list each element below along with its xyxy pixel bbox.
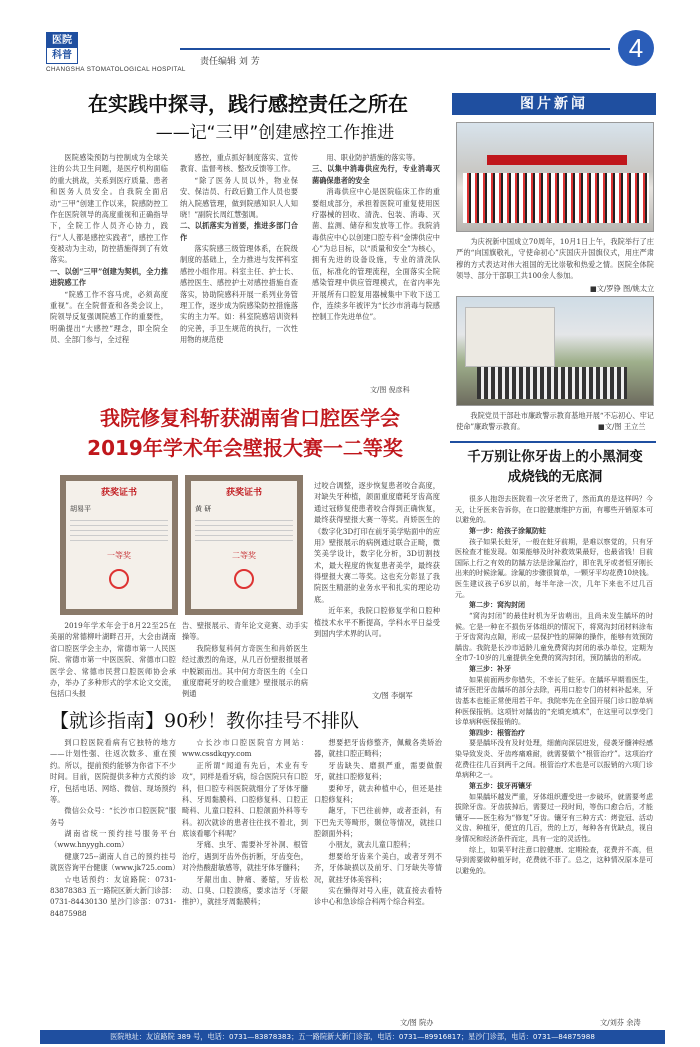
news-byline-1: ■文/罗铮 图/姚太立 <box>590 284 655 293</box>
paragraph: 小朋友，就去儿童口腔科； <box>328 840 415 850</box>
article2-col-c <box>314 480 440 680</box>
paragraph: 如果龋坏越发严重，牙体组织遭受进一步破坏，就需要考虑拔除牙齿。牙齿拔掉后，需要过一段时间，等伤口愈合后，才能镶牙——医生称为“修复”牙齿。镶牙有三种方式：烤瓷冠、活动义齿、种植牙，便宜的几百，贵的上万，每种各有优缺点，视自身情况和经济条件而定，具有一定的灵活性。 <box>455 792 653 843</box>
group <box>477 367 627 399</box>
paragraph: 微信公众号：“长沙市口腔医院”服务号 <box>50 806 176 827</box>
section-heading: 第一步：给孩子涂氟防蛀 <box>469 525 546 535</box>
paragraph: 落实院感三级管理体系，在院级制度的基础上，全力推进与发挥科室感控小组作用。科室主任、护士长、感控医生、感控护士对感控措施自查落实，协助院感科开展一系列业务管理工作，逐步成为院感染防控措施落实的主力军。如：科室院感培训资料的完善，手卫生规范的执行，一次性用物的规范使 <box>180 244 298 344</box>
cert-lines <box>195 520 293 542</box>
paragraph: “窝沟封闭”的最佳时机为牙齿萌出，且尚未发生龋坏的时候。它是一种在不损伤牙体组织的情况下，将窝沟封闭材料涂布于牙齿窝沟点隙，形成一层保护性的屏障的操作，能够有效预防龋齿。我院是长沙市适龄儿童免费窝沟封闭的承办单位，定期为全市7-10岁的儿童提供全免费的窝沟封闭，预防龋齿的形成。 <box>455 611 653 663</box>
paragraph: 2019年学术年会于8月22至25在美丽的常德柳叶湖畔召开，大会由湖南省口腔医学会主办，常德市第一人民医院、常德市第一中医医院、常德市口腔医学会、常德市民营口腔医师协会承办，举办了多种形式的学术论文交流，包括口头报 <box>50 621 176 699</box>
article1-byline: 文/图 倪彦科 <box>370 386 410 394</box>
cert-name: 胡易平 <box>70 505 91 513</box>
news-byline-2: ■文/图 王立兰 <box>598 422 646 431</box>
crowd <box>463 173 649 223</box>
paragraph: ☆长沙市口腔医院官方网站：www.cssdkqyy.com <box>182 738 308 759</box>
paragraph: 要种牙，就去种植中心，但还是挂口腔修复科； <box>314 783 442 804</box>
paragraph: 医院感染预防与控制成为全球关注的公共卫生问题，是医疗机构面临的重大挑战，关系到医疗质量、患者和医务人员安全。自我院全面启动“三甲”创建工作以来，院感防控工作在医院领导的高度重视和正确指导下，全院工作人员齐心协力，践行“人人都是感控实践者”，感控工作变被动为主动，防控措施得到了有效落实。 <box>50 153 168 265</box>
paragraph: 要是龋坏没有及时处理，细菌向深层进发，侵袭牙髓神经感染导致发炎、牙齿疼痛难耐，就需要做个“根管治疗”。这项治疗花费往往几百到两千之间。根管治疗术也是可以报销的六项门诊单病种之一。 <box>455 739 653 780</box>
banner <box>487 155 627 165</box>
paragraph: 近年来，我院口腔修复学和口腔种植技术水平不断提高，学科水平日益受到国内学术界的认可。 <box>314 606 440 638</box>
certificate-1 <box>60 475 178 615</box>
section-heading: 三、以集中消毒供应先行，专业消毒灭菌确保患者的安全 <box>312 164 440 185</box>
header-rule <box>180 48 610 50</box>
paragraph: 龅牙，下巴往前伸，或者歪斜，有下巴先天等畸形，颞位等情况，就挂口腔颌面外科； <box>314 806 442 838</box>
paragraph: 用、职业防护措施的落实等。 <box>326 153 420 162</box>
article4-title: 【就诊指南】90秒！教你挂号不排队 <box>50 710 360 732</box>
paragraph: 健康725--湖南人自己的预约挂号就医咨询平台健康（www.jk725.com） <box>50 851 180 873</box>
article2-title-line1: 我院修复科斩获湖南省口腔医学会 <box>100 406 400 430</box>
article1-subtitle: ——记“三甲”创建感控工作推进 <box>155 123 395 143</box>
article2-title-line2: 2019年学术年会壁报大赛一二等奖 <box>87 436 403 460</box>
paragraph: 到口腔医院看病有它独特的地方——计划性强、往返次数多、重在预约。所以，提前预约能够为你省下不少时间。目前，医院提供多种方式预约诊疗，包括电话、网络、微信、现场预约等。 <box>50 738 176 804</box>
paragraph: 实在懒得对号入座，就直接去看特诊中心和急诊综合科两个综合科室。 <box>314 885 442 907</box>
cert-name: 黄 研 <box>195 505 212 513</box>
cert-title: 获奖证书 <box>225 488 262 498</box>
paragraph: 牙齿缺失、磨损严重，需要做假牙，就挂口腔修复科； <box>314 760 442 782</box>
news-caption-2: 我院党员干部赴市廉政警示教育基地开展“不忘初心、牢记使命”廉政警示教育。 <box>456 411 654 432</box>
section-heading: 二、以抓落实为首要，推进多部门合作 <box>180 221 298 242</box>
logo-bottom: 科普 <box>47 48 77 63</box>
paragraph: 感控，重点抓好制度落实、宣传教育、监督考核、整改反馈等工作。 <box>180 153 298 174</box>
paragraph: 很多人抱怨去医院看一次牙老贵了，然而真的是这样吗？今天，让牙医来告诉你，在口腔健康维护方面，有哪些开销原本可以避免的。 <box>455 495 653 525</box>
paragraph: 想要给牙齿来个美白，或者牙列不齐，牙体缺损以及前牙、门牙缺失等情况，就挂牙体美容科； <box>314 851 442 884</box>
paragraph: 想要把牙齿修整齐，佩戴各类矫治器，就挂口腔正畸科； <box>314 738 442 759</box>
article1-col3 <box>312 152 440 387</box>
section-heading: 一、以创“三甲”创建为契机，全力推进院感工作 <box>50 266 168 288</box>
paragraph: “除了医务人员以外，物业保安、保洁员、行政后勤工作人员也要纳入院感管理，做到院感知识人人知晓！”副院长周红慧强调。 <box>180 175 298 219</box>
article1-col1 <box>50 152 168 387</box>
paragraph: 消毒供应中心是医院临床工作的重要组成部分，承担着医院可重复使用医疗器械的回收、清洗、包装、消毒、灭菌、监测、储存和发放等工作。我院消毒供应中心以创建口腔专科“金牌供应中心”为总目标，以“质量和安全”为核心，拥有先进的设备设施，专业的清洗队伍，标准化的管理流程，全面落实全院感染管理中供应管理模式，在省内率先开展所有口腔复用器械集中下收下送工作，连续多年被评为“长沙市消毒与院感控制工作先进单位”。 <box>312 187 440 322</box>
certificate-2 <box>185 475 303 615</box>
page-number-badge <box>618 30 654 66</box>
section-heading: 第二步：窝沟封闭 <box>469 600 525 610</box>
article4-col3 <box>314 737 442 1017</box>
cert-award: 一等奖 <box>107 551 131 560</box>
page-number: 4 <box>628 33 644 63</box>
article3-title: 千万别让你牙齿上的小黑洞变成烧钱的无底洞 <box>467 449 643 485</box>
paragraph: 告、壁报展示、青年论文竞赛、动手实操等。 <box>182 621 308 642</box>
flag-ceremony-photo <box>456 122 654 232</box>
article2-col-b <box>182 620 308 699</box>
article2-byline: 文/图 李炯军 <box>372 691 413 700</box>
paragraph: 湖南省统一预约挂号服务平台（www.hnyygh.com） <box>50 829 176 850</box>
paragraph: 过咬合调整，逐步恢复患者咬合高度，对缺失牙种植，颌面重度磨耗牙齿高度通过冠修复使患者咬合得到正确恢复，最终获得壁报大赛一等奖。肖娇医生的《数字化3D打印在前牙美学贴面中的应用》壁报展示的病例通过联合正畸，微笑美学设计，数字化分析，3D切割技术，最大程度的恢复患者美学，最终获得壁报大赛二等奖。这也充分彰显了我院医生精湛的业务水平和扎实的理论功底。 <box>314 481 440 604</box>
hospital-en-name: CHANGSHA STOMATOLOGICAL HOSPITAL <box>46 66 186 73</box>
article3-body <box>455 494 653 1014</box>
seal-icon <box>109 569 129 589</box>
building <box>465 307 555 367</box>
picture-news-title: 图片新闻 <box>520 96 588 112</box>
news-caption-1: 为庆祝新中国成立70周年，10月1日上午，我院举行了庄严的“向国旗敬礼，守使命初心”庆国庆升国旗仪式，用庄严肃穆的方式表达对伟大祖国的无比崇敬和热爱之情。医院全体院领导、部分干部职工共100余人参加。 <box>456 237 654 281</box>
paragraph: 牙痛、虫牙、需要补牙补洞、根管治疗，遇到牙齿外伤折断，牙齿变色，对冷热酸甜敏感等，就挂牙体牙髓科； <box>182 840 308 873</box>
article4-byline: 文/图 院办 <box>400 1018 434 1027</box>
article1-title: 在实践中探寻，践行感控责任之所在 <box>88 92 408 116</box>
education-base-photo <box>456 296 654 406</box>
article3-byline: 文/刘芬 余涛 <box>600 1018 641 1027</box>
cert-title: 获奖证书 <box>100 488 137 498</box>
paragraph: 综上，如果平时注意口腔健康、定期检查，花费并不高，但导到需要做种植牙时，花费就不菲了。总之，这种情况原本是可以避免的。 <box>455 845 653 875</box>
paragraph: 如果前面两步你错失，不幸长了蛀牙。在龋坏早期看医生，请牙医把牙齿龋坏的部分去除，再用口腔专门的材料补起来，牙齿基本也能正常使用若干年。我院率先在全国开展门诊口腔单病种医保报销。这项针对龋齿的“充填充填术”，在这里可以享受门诊单病种医保报销的。 <box>455 675 653 727</box>
footer-text: 医院地址：友谊路院 389 号，电话：0731—83878383；五一路院新大新门诊部，电话：0731—89916817；星沙门诊部，电话：0731—84875988 <box>110 1032 595 1041</box>
seal-icon <box>234 569 254 589</box>
masthead-logo <box>46 32 78 64</box>
paragraph: 牙龈出血、肿痛、萎缩，牙齿松动、口臭、口腔溃疡，要求洁牙（牙龈推护），就挂牙周黏膜科； <box>182 874 308 907</box>
article4-col1 <box>50 737 180 1017</box>
footer-bar <box>40 1030 665 1044</box>
section-heading: 第四步：根管治疗 <box>469 727 525 737</box>
paragraph: 孩子如果长蛀牙，一般在蛀牙前期，是难以察觉的，只有牙医检查才能发现。如果能够及时补救效果最好，也最省钱！目前国际上行之有效的防龋方法是涂氟治疗，即在乳牙或者恒牙刚长出来的时候涂氟。涂氟的步骤很简单，一颗牙平均花费10块钱。医生建议孩子6岁以前，每半年涂一次，几年下来也不过几百元。 <box>455 537 653 599</box>
cert-lines <box>70 520 168 542</box>
section-heading: 第三步：补牙 <box>469 664 511 673</box>
paragraph: 正所谓“闻道有先后，术业有专攻”，同样是看牙病，综合医院只有口腔科，但口腔专科医院就细分了牙体牙髓科、牙周黏膜科、口腔修复科、口腔正畸科、儿童口腔科、口腔颌面外科等专科。初次就诊的患者往往找不着北，到底该看哪个科呢？ <box>182 760 308 838</box>
paragraph: ☆电话预约：友谊路院：0731-83878383 五一路院区新大新门诊部：0731-84430130 星沙门诊部：0731-84875988 <box>50 874 176 918</box>
article4-col2 <box>182 737 308 1017</box>
article1-col2 <box>180 152 298 387</box>
section-heading: 第五步：拔牙再镶牙 <box>469 780 532 790</box>
article2-col-a <box>50 620 176 699</box>
editor-label: 责任编辑 刘 芳 <box>200 57 260 67</box>
paragraph: 我院修复科何方奇医生和肖娇医生经过激烈的角逐，从几百份壁报报展者中脱颖而出。其中何方奇医生的《全口重度磨耗牙的咬合重建》壁报展示的病例通 <box>182 643 308 699</box>
cert-award: 二等奖 <box>232 551 256 560</box>
picture-news-header <box>452 93 656 115</box>
logo-top: 医院 <box>52 35 72 46</box>
paragraph: “院感工作不容马虎，必须高度重视”。在全院督查和各类会议上，院领导反复强调院感工作的重要性，明确提出“大感控”理念，即全院全员、全部门参与，全过程 <box>50 289 168 344</box>
